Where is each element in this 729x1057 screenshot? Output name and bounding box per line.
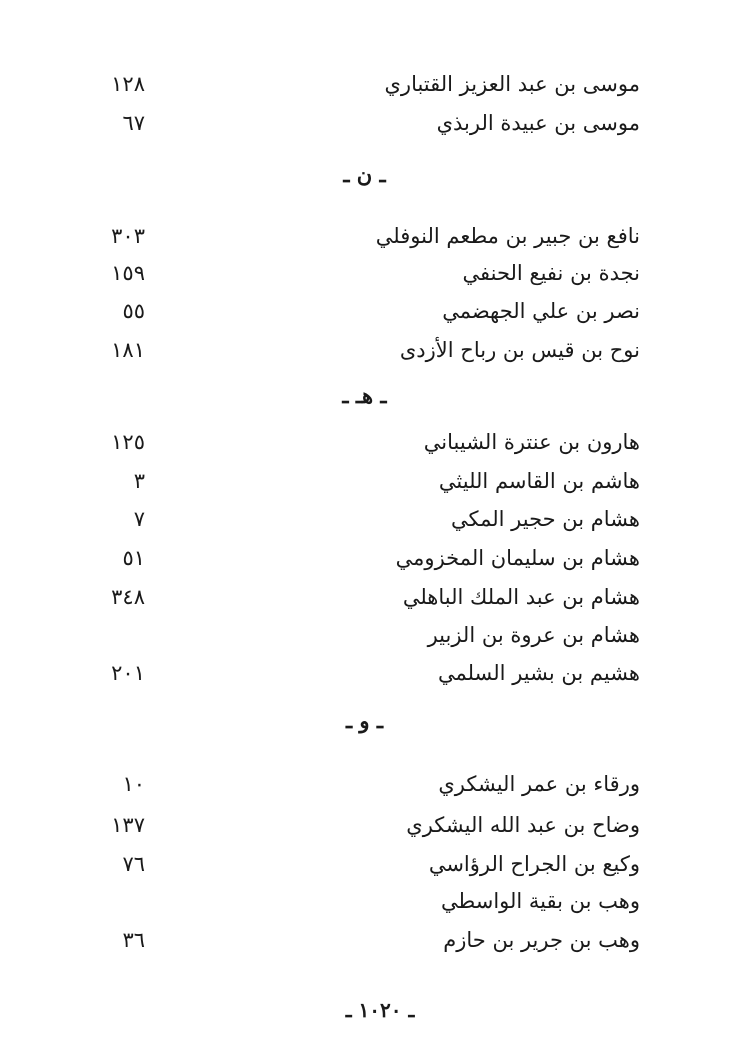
- entry-name: نصر بن علي الجهضمي: [442, 299, 640, 323]
- index-entry: [90, 425, 650, 459]
- entry-page-number: ٣: [133, 469, 145, 493]
- entry-page-number: ١٠: [122, 772, 145, 796]
- index-entry: [90, 923, 650, 957]
- index-entry: [90, 256, 650, 290]
- entry-name: هارون بن عنترة الشيباني: [423, 430, 640, 454]
- index-entry: [90, 219, 650, 253]
- index-entry: [90, 333, 650, 367]
- entry-name: هشام بن عروة بن الزبير: [427, 623, 640, 647]
- index-entry: [90, 106, 650, 140]
- index-entry: [90, 67, 650, 101]
- entry-name: هشام بن حجير المكي: [451, 507, 640, 531]
- page-number: ـ ١٠٢٠ ـ: [345, 998, 415, 1022]
- entry-name: موسى بن عبيدة الربذي: [436, 111, 640, 135]
- entry-page-number: ٦٧: [122, 111, 145, 135]
- entry-page-number: ١٨١: [111, 338, 145, 362]
- entry-name: هاشم بن القاسم الليثي: [438, 469, 640, 493]
- entry-page-number: ٧٦: [122, 852, 145, 876]
- entry-page-number: ٥٥: [122, 299, 145, 323]
- index-entry: [90, 464, 650, 498]
- index-entry: [90, 580, 650, 614]
- entry-page-number: ٧: [133, 507, 145, 531]
- entry-name: هشام بن سليمان المخزومي: [395, 546, 640, 570]
- section-heading-waw: ـ و ـ: [345, 708, 384, 733]
- entry-page-number: ١٢٥: [111, 430, 145, 454]
- entry-name: نوح بن قيس بن رباح الأزدى: [399, 338, 640, 362]
- section-heading-ha: ـ هـ ـ: [342, 383, 387, 408]
- entry-page-number: ٣٠٣: [111, 224, 145, 248]
- entry-name: هشيم بن بشير السلمي: [437, 661, 640, 685]
- entry-name: وهب بن جرير بن حازم: [443, 928, 640, 952]
- index-entry: [90, 767, 650, 801]
- index-entry: [90, 502, 650, 536]
- index-entry: [90, 808, 650, 842]
- entry-page-number: ١٣٧: [111, 813, 145, 837]
- index-entry: [90, 541, 650, 575]
- entry-page-number: ٣٤٨: [111, 585, 145, 609]
- entry-name: وضاح بن عبد الله اليشكري: [406, 813, 640, 837]
- index-entry: [90, 618, 650, 652]
- index-entry: [90, 884, 650, 918]
- entry-page-number: ١٥٩: [111, 261, 145, 285]
- entry-name: نافع بن جبير بن مطعم النوفلي: [375, 224, 640, 248]
- entry-name: وهب بن بقية الواسطي: [441, 889, 640, 913]
- entry-page-number: ١٢٨: [111, 72, 145, 96]
- entry-name: موسى بن عبد العزيز القتباري: [384, 72, 640, 96]
- entry-name: وكيع بن الجراح الرؤاسي: [428, 852, 640, 876]
- entry-name: ورقاء بن عمر اليشكري: [438, 772, 640, 796]
- entry-page-number: ٢٠١: [111, 661, 145, 685]
- entry-name: نجدة بن نفيع الحنفي: [462, 261, 640, 285]
- entry-page-number: ٣٦: [122, 928, 145, 952]
- entry-page-number: ٥١: [122, 546, 145, 570]
- entry-name: هشام بن عبد الملك الباهلي: [402, 585, 640, 609]
- index-entry: [90, 294, 650, 328]
- section-heading-nun: ـ ن ـ: [343, 162, 386, 187]
- index-entry: [90, 656, 650, 690]
- index-entry: [90, 847, 650, 881]
